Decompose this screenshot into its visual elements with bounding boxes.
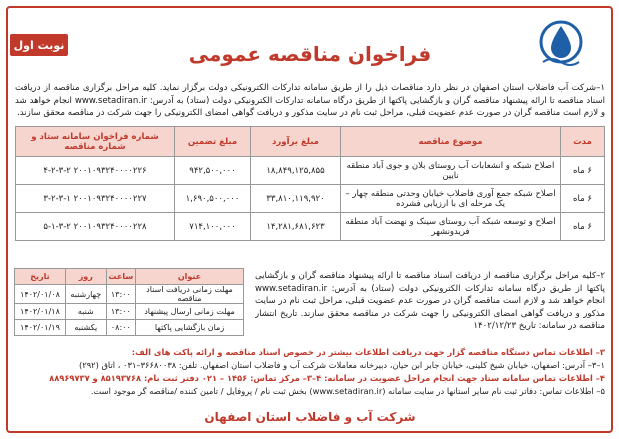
- schedule-row: [15, 285, 244, 304]
- schedule-day-cell: یکشنبه: [65, 320, 106, 336]
- water-company-logo-icon: [531, 18, 591, 70]
- schedule-date-cell: ۱۴۰۲/۰۱/۰۸: [15, 285, 66, 304]
- schedule-time-cell: ۱۳:۰۰: [106, 304, 135, 320]
- company-signature: شرکت آب و فاضلاب استان اصفهان: [204, 410, 416, 424]
- tender-number-cell: ۲۰۰۱۰۹۳۲۴۰۰۰۰۲۲۷ ۳-۲-۳-۱: [16, 185, 175, 213]
- intro-paragraph: ۱–شرکت آب فاضلاب استان اصفهان در نظر دارد مناقصات ذیل را از طریق سامانه تدارکات الکترونیکی دولت برگزار نماید. کلیه مراحل برگزاری مناقصه از دریافت اسناد مناقصه تا ارائه پیشنهاد مناقصه گران و بازگشایی پاکتها از طریق درگاه سامانه تدارکات الکترونیکی دولت (ستاد) به آدرس: www.setadiran.ir انجام خواهد شد و لازم است مناقصه گران در صورت عدم عضویت قبلی، مراحل ثبت نام در سایت مذکور و دریافت گواهی امضای الکترونیکی را جهت شرکت در مناقصه محقق سازند.: [15, 83, 605, 118]
- schedule-header-title: عنوان: [136, 269, 244, 285]
- estimate-cell: ۱۸,۸۴۹,۱۲۵,۸۵۵: [251, 157, 341, 185]
- schedule-table-header: [15, 269, 244, 285]
- subject-cell: اصلاح و توسعه شبکه آب روستای سینک و نهضت آباد منطقه فریدونشهر: [341, 213, 561, 241]
- schedule-header-time: ساعت: [106, 269, 135, 285]
- procedure-paragraph: ۲–کلیه مراحل برگزاری مناقصه از دریافت اسناد مناقصه تا ارائه پیشنهاد مناقصه گران و بازگشایی پاکتها از طریق درگاه سامانه تدارکات الکترونیکی دولت (ستاد) به آدرس: www.setadiran.ir انجام خواهد شد و لازم است مناقصه گران در صورت عدم عضویت قبلی، مراحل ثبت نام در سایت مذکور و دریافت گواهی امضای الکترونیکی را جهت شرکت در مناقصه محقق سازند. تاریخ انتشار مناقصه در سامانه: تاریخ ۱۴۰۲/۱۲/۲۳: [255, 271, 605, 331]
- table-row: [16, 157, 605, 185]
- schedule-table: [14, 268, 244, 336]
- contact-address: ۱–۳– آدرس: اصفهان، خیابان شیخ کلینی، خیابان جابر ابن حیان، دبیرخانه معاملات شرکت آب و فاضلاب استان اصفهان. تلفن: ۳۶۶۸۰۰۳۸–۰۳۱ ، اتاق (۲۹۲): [79, 360, 605, 370]
- contact-heading: ۳– اطلاعات تماس دستگاه مناقصه گزار جهت دریافت اطلاعات بیشتر در خصوص اسناد مناقصه و ارائه پاکت های الف:: [131, 347, 605, 357]
- estimate-cell: ۳۳,۸۱۰,۱۱۹,۹۲۰: [251, 185, 341, 213]
- schedule-header-day: روز: [65, 269, 106, 285]
- guarantee-cell: ۹۴۲,۵۰۰,۰۰۰: [175, 157, 251, 185]
- schedule-time-cell: ۱۳:۰۰: [106, 285, 135, 304]
- schedule-time-cell: ۰۸:۰۰: [106, 320, 135, 336]
- subject-cell: اصلاح شبکه و انشعابات آب روستای بلان و جوی آباد منطقه نایین: [341, 157, 561, 185]
- tender-number-cell: ۲۰۰۱۰۹۳۲۴۰۰۰۰۲۲۸ ۵-۱-۳-۲: [16, 213, 175, 241]
- tender-number-cell: ۲۰۰۱۰۹۳۲۴۰۰۰۰۲۲۶ ۴-۲-۳-۲: [16, 157, 175, 185]
- duration-cell: ۶ ماه: [561, 213, 605, 241]
- schedule-day-cell: شنبه: [65, 304, 106, 320]
- table-row: [16, 185, 605, 213]
- schedule-date-cell: ۱۴۰۲/۰۱/۱۹: [15, 320, 66, 336]
- header-estimate: مبلغ برآورد: [251, 127, 341, 157]
- duration-cell: ۶ ماه: [561, 157, 605, 185]
- header-subject: موضوع مناقصه: [341, 127, 561, 157]
- guarantee-cell: ۱,۶۹۰,۵۰۰,۰۰۰: [175, 185, 251, 213]
- header-guarantee: مبلغ تضمین: [175, 127, 251, 157]
- duration-cell: ۶ ماه: [561, 185, 605, 213]
- tender-table: [15, 126, 605, 241]
- schedule-row: [15, 320, 244, 336]
- schedule-title-cell: مهلت زمانی دریافت اسناد مناقصه: [136, 285, 244, 304]
- schedule-title-cell: زمان بازگشایی پاکتها: [136, 320, 244, 336]
- setad-contact: ۴– اطلاعات تماس سامانه ستاد جهت انجام مراحل عضویت در سامانه: ۴–۳– مرکز تماس: ۱۴۵۶ – ۰۲۱ دفتر ثبت نام: ۸۵۱۹۳۷۶۸ و ۸۸۹۶۹۷۳۷: [49, 373, 605, 383]
- schedule-row: [15, 304, 244, 320]
- first-round-badge: نوبت اول: [10, 34, 68, 56]
- tender-table-header: [16, 127, 605, 157]
- schedule-header-date: تاریخ: [15, 269, 66, 285]
- ad-title: فراخوان مناقصه عمومی: [188, 42, 432, 66]
- guarantee-cell: ۷۱۴,۱۰۰,۰۰۰: [175, 213, 251, 241]
- table-row: [16, 213, 605, 241]
- header-tender-number: شماره فراخوان سامانه ستاد و شماره مناقصه: [16, 127, 175, 157]
- header-duration: مدت: [561, 127, 605, 157]
- registration-offices: ۵– اطلاعات تماس: دفاتر ثبت نام سایر استانها در سایت سامانه (www.setadiran.ir) بخش ثبت نام / پروفایل / تامین کننده /مناقصه گر موجود است.: [90, 386, 605, 396]
- schedule-title-cell: مهلت زمانی ارسال پیشنهاد: [136, 304, 244, 320]
- subject-cell: اصلاح شبکه جمع آوری فاضلاب خیابان وحدتی منطقه چهار – یک مرحله ای با ارزیابی فشرده: [341, 185, 561, 213]
- estimate-cell: ۱۴,۲۸۱,۶۸۱,۶۲۳: [251, 213, 341, 241]
- schedule-day-cell: چهارشنبه: [65, 285, 106, 304]
- schedule-date-cell: ۱۴۰۲/۰۱/۱۸: [15, 304, 66, 320]
